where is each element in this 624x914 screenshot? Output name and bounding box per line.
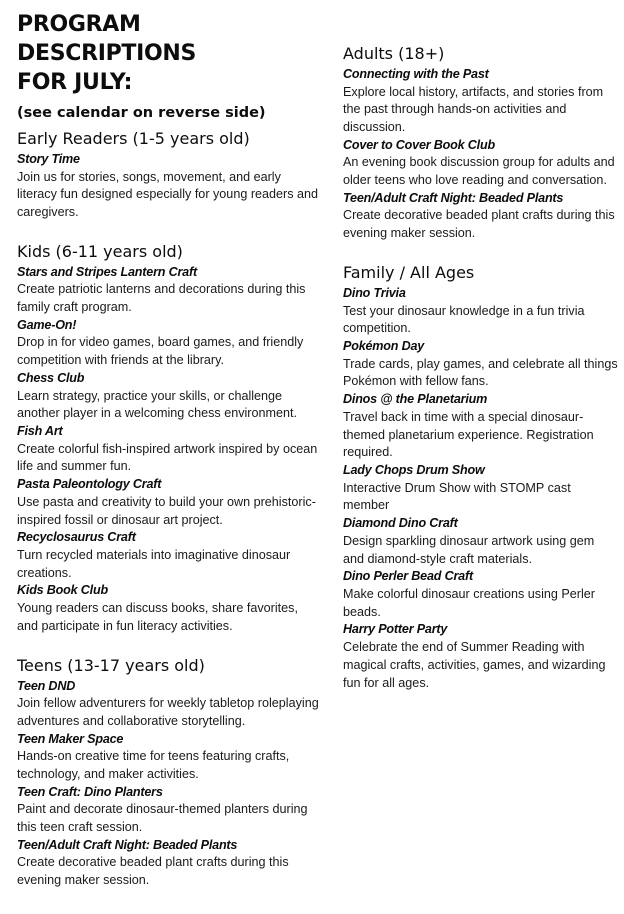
section-kids: [17, 242, 322, 636]
section-family: [343, 263, 618, 692]
program-name: Teen Craft: Dino Planters: [17, 784, 163, 799]
page-subtitle: (see calendar on reverse side): [17, 105, 266, 121]
program-description: Paint and decorate dinosaur-themed planters during this teen craft session.: [17, 802, 308, 835]
program-item: [17, 370, 322, 423]
program-item: [17, 582, 322, 635]
program-name: Chess Club: [17, 371, 85, 386]
program-item: [17, 837, 322, 890]
program-item: [17, 423, 322, 476]
program-description: Create decorative beaded plant crafts during this evening maker session.: [17, 855, 289, 888]
program-name: Dino Perler Bead Craft: [343, 569, 473, 584]
section-adults: [343, 44, 618, 243]
program-description: Make colorful dinosaur creations using Perler beads.: [343, 586, 595, 619]
program-name: Recyclosaurus Craft: [17, 530, 136, 545]
program-description: Design sparkling dinosaur artwork using gem and diamond-style craft materials.: [343, 533, 595, 566]
program-item: [343, 338, 618, 391]
program-description: Create decorative beaded plant crafts during this evening maker session.: [343, 208, 615, 241]
program-description: Learn strategy, practice your skills, or challenge another player in a welcoming chess environment.: [17, 388, 298, 421]
section-heading: Kids (6-11 years old): [17, 241, 183, 261]
program-name: Stars and Stripes Lantern Craft: [17, 264, 197, 279]
program-item: [343, 462, 618, 515]
section-heading: Teens (13-17 years old): [17, 655, 205, 675]
program-description: Create patriotic lanterns and decorations during this family craft program.: [17, 282, 306, 315]
program-name: Pasta Paleontology Craft: [17, 477, 162, 492]
program-description: Test your dinosaur knowledge in a fun trivia competition.: [343, 303, 585, 336]
program-name: Story Time: [17, 152, 80, 166]
program-name: Diamond Dino Craft: [343, 516, 458, 531]
program-item: [343, 568, 618, 621]
program-name: Teen DND: [17, 678, 76, 693]
program-item: [343, 515, 618, 568]
program-item: [343, 391, 618, 462]
right-column: [343, 44, 618, 712]
program-description: Explore local history, artifacts, and stories from the past through hands-on activities and discussion.: [343, 84, 604, 135]
program-name: Game-On!: [17, 317, 77, 332]
program-name: Teen/Adult Craft Night: Beaded Plants: [343, 190, 564, 205]
program-name: Cover to Cover Book Club: [343, 137, 495, 152]
program-name: Kids Book Club: [17, 583, 108, 598]
program-item: [17, 264, 322, 317]
program-description: Trade cards, play games, and celebrate all things Pokémon with fellow fans.: [343, 356, 618, 389]
program-description: Create colorful fish-inspired artwork inspired by ocean life and summer fun.: [17, 441, 318, 474]
section-early-readers: [17, 129, 322, 222]
section-heading: Early Readers (1-5 years old): [17, 129, 250, 148]
program-description: Hands-on creative time for teens featuring crafts, technology, and maker activities.: [17, 749, 290, 781]
left-column: [17, 10, 322, 910]
program-name: Lady Chops Drum Show: [343, 463, 485, 478]
program-item: [17, 529, 322, 582]
program-description: Young readers can discuss books, share favorites, and participate in fun literacy activities.: [17, 600, 298, 633]
program-item: [17, 678, 322, 731]
program-item: [17, 731, 322, 784]
section-heading: Adults (18+): [343, 44, 445, 63]
program-description: Use pasta and creativity to build your own prehistoric-inspired fossil or dinosaur art project.: [17, 494, 316, 527]
program-name: Dinos @ the Planetarium: [343, 392, 488, 407]
program-name: Pokémon Day: [343, 339, 425, 354]
page-title: [17, 10, 322, 97]
program-item: [17, 151, 322, 222]
program-name: Teen/Adult Craft Night: Beaded Plants: [17, 837, 238, 852]
program-item: [17, 476, 322, 529]
program-name: Connecting with the Past: [343, 67, 489, 81]
program-item: [343, 66, 618, 137]
program-item: [343, 621, 618, 692]
program-description: Join us for stories, songs, movement, and early literacy fun designed especially for young readers and caregivers.: [17, 169, 319, 220]
program-description: An evening book discussion group for adults and older teens who love reading and conversation.: [343, 155, 615, 188]
program-item: [343, 137, 618, 190]
program-description: Drop in for video games, board games, and friendly competition with friends at the library.: [17, 335, 304, 368]
program-item: [17, 784, 322, 837]
program-description: Turn recycled materials into imaginative dinosaur creations.: [17, 547, 291, 580]
program-description: Join fellow adventurers for weekly tabletop roleplaying adventures and collaborative storytelling.: [17, 696, 319, 728]
program-item: [343, 285, 618, 338]
section-heading: Family / All Ages: [343, 263, 475, 283]
page-title-line1: PROGRAM DESCRIPTIONS: [17, 12, 197, 66]
program-name: Fish Art: [17, 424, 63, 439]
program-description: Travel back in time with a special dinosaur-themed planetarium experience. Registration required.: [343, 409, 594, 460]
program-item: [343, 190, 618, 243]
program-name: Dino Trivia: [343, 286, 406, 301]
program-name: Teen Maker Space: [17, 731, 124, 746]
program-description: Celebrate the end of Summer Reading with magical crafts, activities, games, and wizarding fun for all ages.: [343, 639, 606, 690]
page-title-line2: FOR JULY:: [17, 70, 133, 95]
section-teens: [17, 656, 322, 890]
program-name: Harry Potter Party: [343, 622, 448, 637]
program-description: Interactive Drum Show with STOMP cast member: [343, 480, 571, 513]
program-item: [17, 317, 322, 370]
